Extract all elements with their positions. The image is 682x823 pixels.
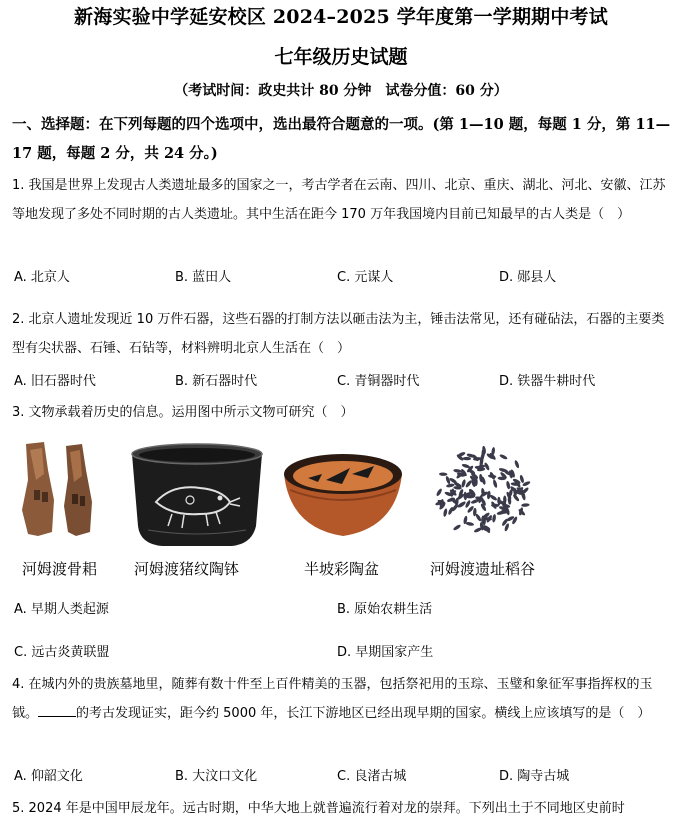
artifact-figure — [12, 440, 572, 580]
artifact-caption-2: 河姆渡猪纹陶钵 — [134, 560, 240, 578]
rice-grain — [439, 472, 448, 476]
option-b[interactable]: B. 蓝田人 — [175, 270, 232, 285]
question-1-options — [14, 266, 674, 288]
rice-grain — [463, 457, 472, 461]
rice-grain — [506, 481, 511, 490]
rice-grain — [499, 454, 508, 461]
question-1-stem: 1. 我国是世界上发现古人类遗址最多的国家之一，考古学者在云南、四川、北京、重庆、湖北、河北、安徽、江苏等地发现了多处不同时期的古人类遗址。其中生活在距今 170 万年我国境内目前已知最早的古人类是（ ） — [12, 178, 666, 222]
option-b[interactable]: B. 大汶口文化 — [175, 769, 258, 784]
rice-grain — [465, 521, 474, 526]
option-b[interactable]: B. 原始农耕生活 — [337, 602, 433, 617]
painted-basin-image — [278, 440, 408, 552]
question-4-stem-part1: 4. 在城内外的贵族墓地里，随葬有数十件至上百件精美的玉器，包括祭祀用的玉琮、玉璧和象征军事指挥权的玉钺。 — [12, 677, 653, 721]
option-b[interactable]: B. 新石器时代 — [175, 374, 258, 389]
exam-info: （考试时间：政史共计 80 分钟 试卷分值：60 分） — [174, 83, 508, 99]
fill-in-blank — [38, 704, 76, 717]
rice-grain — [461, 479, 467, 488]
option-a[interactable]: A. 北京人 — [14, 270, 70, 285]
option-a[interactable]: A. 早期人类起源 — [14, 602, 109, 617]
question-2-options — [14, 370, 674, 392]
pig-pattern-pot-image — [122, 440, 272, 552]
rice-grain — [492, 514, 497, 523]
artifact-caption-4: 河姆渡遗址稻谷 — [430, 560, 536, 578]
section-heading: 一、选择题：在下列每题的四个选项中，选出最符合题意的一项。(第 1—10 题，每题 1 分，第 11—17 题，每题 2 分，共 24 分。) — [12, 116, 671, 162]
option-c[interactable]: C. 良渚古城 — [337, 769, 407, 784]
question-3-stem: 3. 文物承载着历史的信息。运用图中所示文物可研究（ ） — [12, 405, 354, 420]
rice-grain — [446, 483, 455, 488]
question-4-options — [14, 765, 674, 787]
option-a[interactable]: A. 旧石器时代 — [14, 374, 96, 389]
question-4-stem-part2: 的考古发现证实，距今约 5000 年，长江下游地区已经出现早期的国家。横线上应该填写的是（ ） — [76, 706, 651, 721]
question-3-options-row1 — [14, 598, 674, 620]
rice-grain — [453, 469, 462, 474]
rice-grain — [465, 480, 473, 489]
rice-grain — [492, 479, 498, 488]
option-d[interactable]: D. 铁器牛耕时代 — [499, 374, 596, 389]
exam-title: 新海实验中学延安校区 2024–2025 学年度第一学期期中考试 — [74, 6, 608, 28]
option-c[interactable]: C. 青铜器时代 — [337, 374, 420, 389]
rice-grain — [463, 492, 467, 501]
option-d[interactable]: D. 郧县人 — [499, 270, 557, 285]
rice-grains-image — [428, 440, 538, 548]
option-a[interactable]: A. 仰韶文化 — [14, 769, 83, 784]
option-d[interactable]: D. 陶寺古城 — [499, 769, 570, 784]
option-c[interactable]: C. 元谋人 — [337, 270, 394, 285]
rice-grain — [453, 524, 462, 531]
rice-grain — [514, 460, 520, 469]
option-c[interactable]: C. 远古炎黄联盟 — [14, 645, 110, 660]
question-3-options-row2 — [14, 641, 674, 663]
question-5-stem: 5. 2024 年是中国甲辰龙年。远古时期，中华大地上就普遍流行着对龙的崇拜。下列出土于不同地区史前时 — [12, 801, 625, 816]
artifact-caption-1: 河姆渡骨耜 — [22, 560, 98, 578]
artifact-caption-3: 半坡彩陶盆 — [304, 560, 380, 578]
option-d[interactable]: D. 早期国家产生 — [337, 645, 434, 660]
rice-grain — [521, 503, 530, 507]
question-2-stem: 2. 北京人遗址发现近 10 万件石器，这些石器的打制方法以砸击法为主，锤击法常见，还有碰砧法，石器的主要类型有尖状器、石锤、石钻等，材料辨明北京人生活在（ ） — [12, 312, 665, 356]
question-4-stem — [12, 670, 674, 728]
rice-grain — [443, 508, 448, 517]
exam-subject-title: 七年级历史试题 — [274, 46, 408, 68]
rice-grain — [464, 499, 471, 508]
rice-grain — [489, 494, 498, 502]
rice-grain — [436, 488, 443, 497]
bone-spade-image — [14, 440, 104, 540]
